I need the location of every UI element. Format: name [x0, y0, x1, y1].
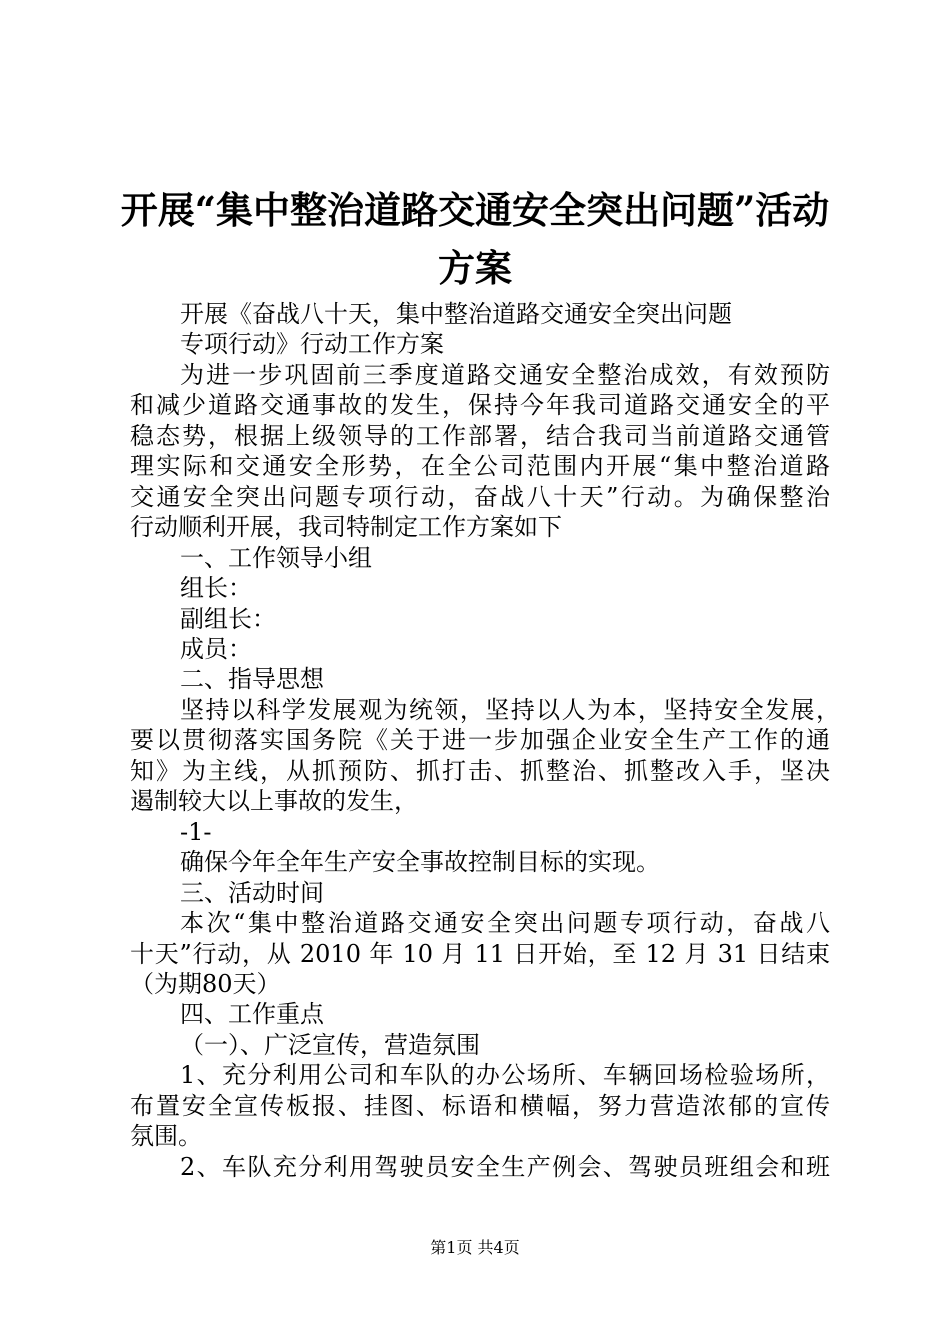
body-line: 组长： [180, 574, 252, 602]
subsection-heading: （一）、广泛宣传，营造氛围 [180, 1031, 480, 1059]
body-line: 和减少道路交通事故的发生，保持今年我司道路交通安全的平 [130, 391, 830, 419]
body-line: 知》为主线，从抓预防、抓打击、抓整治、抓整改入手，坚决 [130, 757, 830, 785]
section-heading: 一、工作领导小组 [180, 544, 372, 572]
body-line: 氛围。 [130, 1122, 202, 1150]
body-line: 为进一步巩固前三季度道路交通安全整治成效，有效预防 [180, 361, 830, 389]
body-line: 本次“集中整治道路交通安全突出问题专项行动，奋战八 [180, 909, 830, 937]
body-line: 坚持以科学发展观为统领，坚持以人为本，坚持安全发展， [180, 696, 840, 724]
body-line: （为期80天） [130, 970, 281, 998]
body-line: 要以贯彻落实国务院《关于进一步加强企业安全生产工作的通 [130, 726, 830, 754]
body-line: 开展《奋战八十天，集中整治道路交通安全突出问题 [180, 300, 732, 328]
body-line: 布置安全宣传板报、挂图、标语和横幅，努力营造浓郁的宣传 [130, 1092, 830, 1120]
section-heading: 二、指导思想 [180, 665, 324, 693]
document-title-line-1: 开展“集中整治道路交通安全突出问题”活动 [120, 188, 830, 232]
body-line: 1、充分利用公司和车队的办公场所、车辆回场检验场所， [180, 1061, 830, 1089]
body-line: 稳态势，根据上级领导的工作部署，结合我司当前道路交通管 [130, 422, 830, 450]
body-line: 行动顺利开展，我司特制定工作方案如下 [130, 513, 562, 541]
body-line: 副组长： [180, 605, 276, 633]
body-line: 交通安全突出问题专项行动，奋战八十天”行动。为确保整治 [130, 483, 830, 511]
body-line: 十天”行动，从 2010 年 10 月 11 日开始，至 12 月 31 日结束 [130, 940, 830, 968]
body-line: 专项行动》行动工作方案 [180, 330, 444, 358]
body-line: 成员： [180, 635, 252, 663]
body-line: 遏制较大以上事故的发生， [130, 787, 418, 815]
section-heading: 三、活动时间 [180, 879, 324, 907]
document-title-line-2: 方案 [438, 246, 512, 290]
page-footer: 第1页 共4页 [430, 1238, 520, 1257]
section-heading: 四、工作重点 [180, 1000, 324, 1028]
inline-page-number: -1- [180, 818, 212, 846]
body-line: 理实际和交通安全形势，在全公司范围内开展“集中整治道路 [130, 452, 830, 480]
body-line: 2、车队充分利用驾驶员安全生产例会、驾驶员班组会和班 [180, 1153, 830, 1181]
body-line: 确保今年全年生产安全事故控制目标的实现。 [180, 848, 660, 876]
